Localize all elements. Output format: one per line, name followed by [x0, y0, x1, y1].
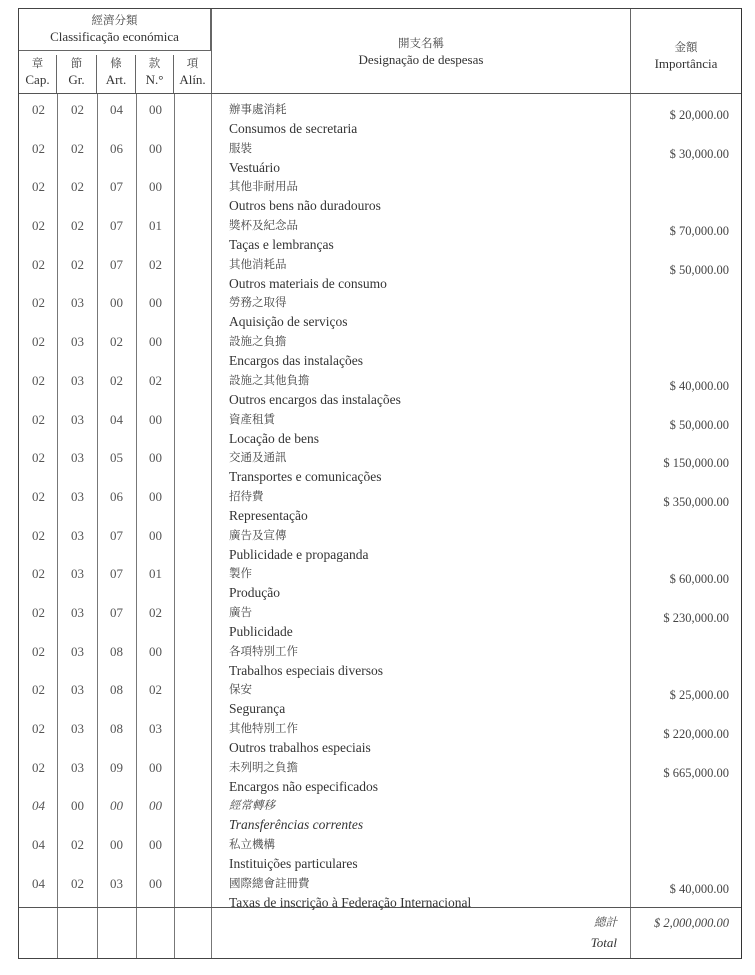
code-cell: 02 [32, 372, 45, 388]
designation-zh: 開支名稱 [398, 36, 444, 50]
code-cell: 06 [110, 140, 123, 156]
designation-zh: 私立機構 [229, 837, 275, 852]
code-cell: 04 [110, 102, 123, 117]
designation-zh: 資產租賃 [229, 411, 275, 426]
code-cell: 02 [71, 102, 84, 117]
code-cell: 04 [32, 837, 45, 853]
table-row [19, 139, 741, 178]
code-cell: 02 [71, 837, 84, 853]
code-cell: 08 [110, 721, 123, 736]
table-row [19, 410, 741, 449]
code-col-zh: 章 [31, 56, 44, 70]
designation-zh: 保安 [229, 682, 252, 697]
code-cell: 00 [149, 488, 162, 504]
code-cell: 02 [32, 566, 45, 582]
code-cell: 07 [110, 604, 123, 620]
code-cell: 03 [71, 334, 84, 350]
code-cell: 03 [71, 682, 84, 698]
code-col-header-4 [174, 55, 211, 93]
code-cell: 02 [32, 411, 45, 427]
amount-cell: $ 230,000.00 [663, 610, 729, 625]
code-cell: 02 [32, 218, 45, 234]
amount-cell: $ 70,000.00 [669, 224, 729, 239]
code-cell: 02 [149, 682, 162, 698]
code-cell: 02 [32, 102, 45, 117]
designation-zh: 設施之負擔 [229, 334, 287, 349]
designation-zh: 其他消耗品 [229, 256, 287, 271]
designation-pt: Aquisição de serviços [229, 314, 348, 330]
code-col-pt: N.° [145, 72, 164, 87]
code-cell: 03 [71, 566, 84, 582]
amount-cell: $ 150,000.00 [663, 456, 729, 471]
code-cell: 03 [71, 527, 84, 543]
designation-zh: 勞務之取得 [229, 295, 287, 310]
designation-pt: Outros trabalhos especiais [229, 740, 371, 755]
designation-zh: 未列明之負擔 [229, 759, 298, 774]
code-cell: 02 [71, 875, 84, 891]
table-row [19, 448, 741, 487]
table-row [19, 564, 741, 603]
amount-pt: Importância [654, 56, 718, 71]
designation-zh: 國際總會註冊費 [229, 875, 310, 890]
code-cell: 03 [149, 721, 162, 736]
designation-zh: 廣告 [229, 604, 252, 619]
code-cell: 03 [71, 372, 84, 388]
table-row [19, 796, 741, 835]
code-cell: 02 [32, 759, 45, 775]
code-cell: 03 [71, 604, 84, 620]
designation-pt: Encargos não especificados [229, 778, 378, 794]
code-cell: 03 [71, 295, 84, 311]
code-cell: 00 [110, 295, 123, 311]
table-body [19, 94, 741, 908]
designation-pt: Outros materiais de consumo [229, 275, 387, 291]
code-cell: 01 [149, 218, 162, 234]
code-cell: 00 [149, 837, 162, 853]
designation-zh: 服裝 [229, 140, 252, 155]
table-row [19, 255, 741, 294]
designation-zh: 其他特別工作 [229, 721, 298, 735]
budget-table [18, 8, 742, 959]
designation-pt: Outros encargos das instalações [229, 391, 401, 407]
designation-pt: Publicidade e propaganda [229, 546, 369, 562]
code-cell: 02 [32, 488, 45, 504]
code-cell: 00 [110, 798, 123, 814]
code-col-zh: 款 [148, 56, 161, 70]
amount-cell: $ 50,000.00 [669, 417, 729, 432]
code-col-header-3 [136, 55, 174, 93]
table-row [19, 603, 741, 642]
code-cell: 02 [71, 218, 84, 234]
amount-cell: $ 220,000.00 [663, 727, 729, 741]
code-cell: 01 [149, 566, 162, 582]
code-cell: 07 [110, 566, 123, 582]
code-cell: 02 [32, 682, 45, 698]
total-label-zh: 總計 [594, 915, 617, 929]
designation-pt: Taças e lembranças [229, 237, 334, 253]
designation-pt: Designação de despesas [358, 52, 484, 67]
amount-cell: $ 20,000.00 [669, 108, 729, 122]
code-cell: 03 [71, 721, 84, 736]
table-row [19, 719, 741, 758]
code-cell: 06 [110, 488, 123, 504]
code-cell: 07 [110, 218, 123, 234]
designation-header [211, 9, 631, 93]
code-cell: 07 [110, 179, 123, 195]
econ-class-header [19, 9, 211, 51]
code-cell: 00 [149, 295, 162, 311]
designation-zh: 其他非耐用品 [229, 179, 298, 194]
table-header [19, 9, 741, 94]
total-label-pt: Total [590, 935, 617, 950]
code-cell: 00 [149, 527, 162, 543]
table-row [19, 835, 741, 874]
table-row [19, 293, 741, 332]
code-cell: 00 [149, 798, 162, 814]
designation-zh: 經常轉移 [229, 798, 275, 813]
code-cell: 02 [71, 140, 84, 156]
designation-pt: Taxas de inscrição à Federação Internacional [229, 894, 472, 910]
table-row [19, 758, 741, 797]
designation-pt: Transferências correntes [229, 817, 364, 833]
code-cell: 00 [149, 102, 162, 117]
table-row [19, 177, 741, 216]
code-cell: 05 [110, 450, 123, 466]
code-cell: 00 [149, 334, 162, 350]
designation-pt: Representação [229, 507, 308, 523]
designation-zh: 獎杯及紀念品 [229, 218, 298, 233]
code-cell: 00 [71, 798, 84, 814]
table-row [19, 487, 741, 526]
code-cell: 00 [149, 140, 162, 156]
designation-pt: Transportes e comunicações [229, 469, 382, 485]
total-row [19, 908, 741, 958]
designation-pt: Vestuário [229, 159, 280, 175]
designation-pt: Encargos das instalações [229, 353, 363, 369]
amount-zh: 金額 [674, 40, 698, 54]
designation-pt: Outros bens não duradouros [229, 198, 381, 214]
designation-pt: Consumos de secretaria [229, 121, 358, 136]
code-cell: 02 [32, 179, 45, 195]
code-cell: 02 [32, 334, 45, 350]
designation-pt: Segurança [229, 701, 286, 717]
code-cell: 03 [71, 759, 84, 775]
code-cell: 09 [110, 759, 123, 775]
amount-cell: $ 350,000.00 [663, 494, 729, 509]
table-row [19, 642, 741, 681]
designation-pt: Instituições particulares [229, 856, 358, 872]
designation-zh: 廣告及宣傳 [229, 527, 287, 542]
code-cell: 03 [71, 488, 84, 504]
code-cell: 02 [32, 604, 45, 620]
code-cell: 04 [32, 798, 45, 814]
econ-class-pt: Classificação económica [50, 29, 179, 44]
code-cell: 00 [110, 837, 123, 853]
table-row [19, 874, 741, 913]
code-col-header-1 [57, 55, 97, 93]
code-cell: 02 [32, 140, 45, 156]
code-col-pt: Alín. [179, 72, 206, 87]
designation-pt: Publicidade [229, 623, 293, 639]
code-cell: 08 [110, 643, 123, 659]
code-col-header-2 [97, 55, 136, 93]
code-cell: 02 [71, 179, 84, 195]
code-cell: 02 [32, 721, 45, 736]
code-cell: 02 [149, 256, 162, 272]
code-cell: 02 [71, 256, 84, 272]
code-cell: 02 [149, 372, 162, 388]
code-cell: 03 [110, 875, 123, 891]
amount-cell: $ 50,000.00 [669, 262, 729, 277]
code-cell: 00 [149, 875, 162, 891]
amount-cell: $ 60,000.00 [669, 572, 729, 587]
code-cell: 03 [71, 411, 84, 427]
code-cell: 07 [110, 256, 123, 272]
code-col-zh: 節 [70, 56, 83, 70]
code-cell: 04 [32, 875, 45, 891]
code-cell: 07 [110, 527, 123, 543]
amount-cell: $ 30,000.00 [669, 146, 729, 161]
designation-zh: 設施之其他負擔 [229, 372, 310, 387]
table-row [19, 680, 741, 719]
amount-header [631, 9, 741, 93]
table-row [19, 100, 741, 139]
code-cell: 02 [32, 295, 45, 311]
designation-pt: Locação de bens [229, 430, 319, 446]
econ-class-zh: 經濟分類 [91, 13, 138, 27]
code-cell: 03 [71, 450, 84, 466]
code-cell: 02 [110, 372, 123, 388]
amount-cell: $ 40,000.00 [669, 378, 729, 393]
code-cell: 02 [149, 604, 162, 620]
code-col-pt: Cap. [25, 72, 50, 87]
code-cell: 00 [149, 450, 162, 466]
code-cell: 00 [149, 179, 162, 195]
code-cell: 02 [32, 643, 45, 659]
code-col-zh: 項 [186, 56, 199, 70]
designation-zh: 各項特別工作 [229, 643, 298, 658]
code-cell: 02 [32, 527, 45, 543]
code-cell: 02 [32, 256, 45, 272]
designation-pt: Produção [229, 585, 280, 601]
designation-pt: Trabalhos especiais diversos [229, 662, 383, 678]
code-cell: 03 [71, 643, 84, 659]
code-col-zh: 條 [110, 56, 122, 70]
designation-zh: 交通及通訊 [229, 450, 287, 465]
amount-cell: $ 665,000.00 [663, 765, 729, 780]
designation-zh: 製作 [229, 566, 252, 581]
table-row [19, 332, 741, 371]
table-row [19, 216, 741, 255]
code-cell: 02 [32, 450, 45, 466]
code-col-pt: Gr. [68, 72, 85, 87]
code-cell: 04 [110, 411, 123, 427]
designation-zh: 辦事處消耗 [229, 102, 287, 116]
total-amount: $ 2,000,000.00 [654, 916, 729, 930]
amount-cell: $ 40,000.00 [669, 881, 729, 896]
designation-zh: 招待費 [229, 488, 264, 503]
code-cell: 08 [110, 682, 123, 698]
code-col-header-0 [19, 55, 57, 93]
table-row [19, 371, 741, 410]
table-row [19, 526, 741, 565]
code-cell: 00 [149, 411, 162, 427]
code-col-pt: Art. [105, 72, 127, 87]
amount-cell: $ 25,000.00 [669, 688, 729, 703]
code-cell: 00 [149, 759, 162, 775]
code-cell: 00 [149, 643, 162, 659]
code-cell: 02 [110, 334, 123, 350]
